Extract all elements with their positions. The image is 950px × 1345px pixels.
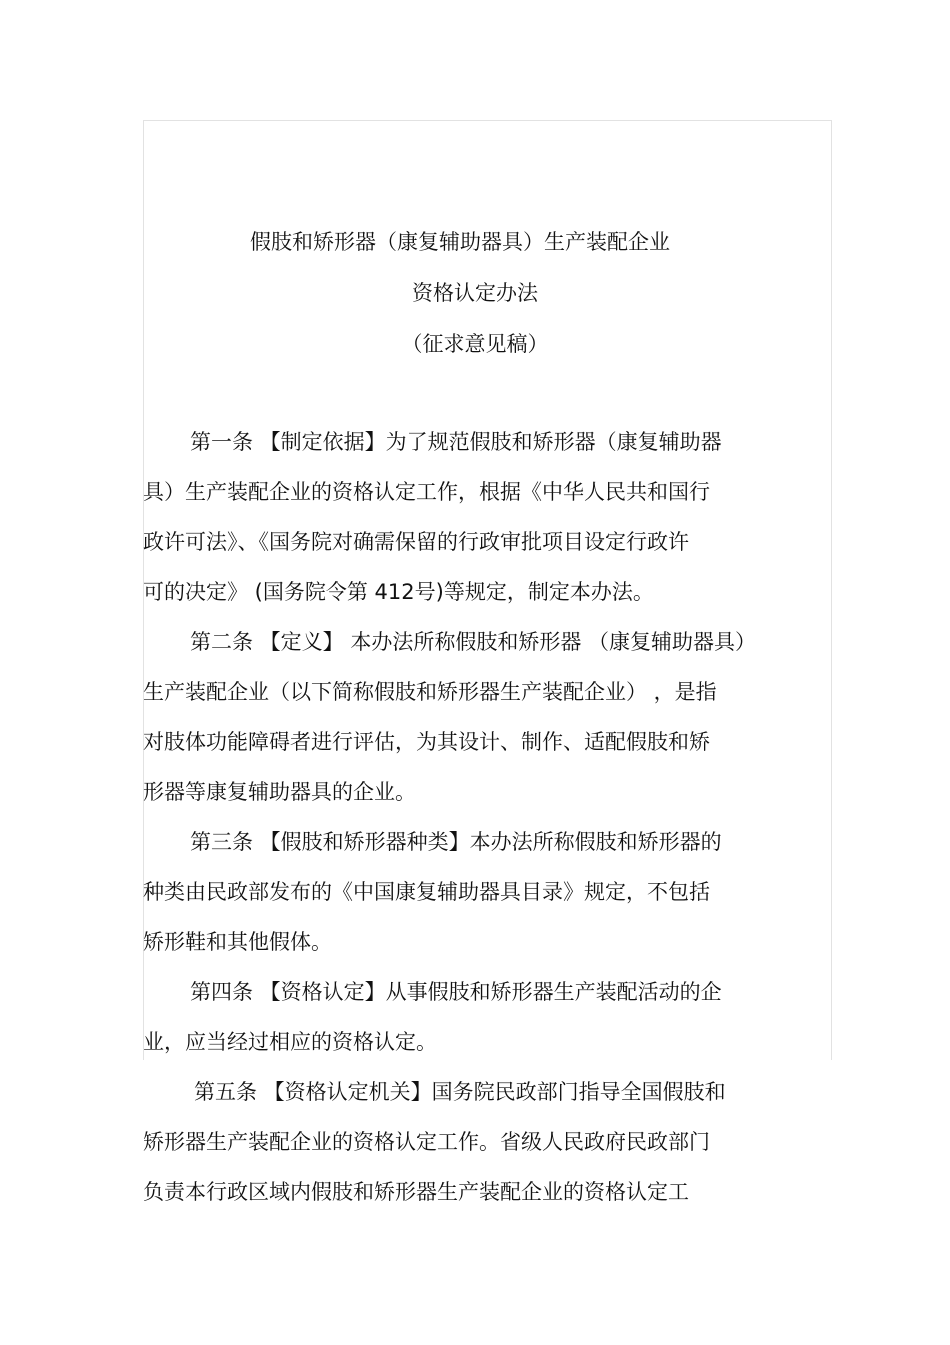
article-2-line-4: 形器等康复辅助器具的企业。 (143, 780, 416, 804)
title-line-3: （征求意见稿） (401, 332, 549, 356)
article-2-line-2: 生产装配企业（以下简称假肢和矫形器生产装配企业） ，是指 (143, 680, 717, 704)
article-5-line-1: 第五条 【资格认定机关】国务院民政部门指导全国假肢和 (194, 1080, 726, 1104)
article-5-line-3: 负责本行政区域内假肢和矫形器生产装配企业的资格认定工 (143, 1180, 689, 1204)
article-1-line-3: 政许可法》、《国务院对确需保留的行政审批项目设定行政许 (143, 530, 689, 554)
article-3-line-3: 矫形鞋和其他假体。 (143, 930, 332, 954)
article-1-line-1: 第一条 【制定依据】为了规范假肢和矫形器（康复辅助器 (190, 430, 722, 454)
article-3-line-2: 种类由民政部发布的《中国康复辅助器具目录》规定，不包括 (143, 880, 710, 904)
article-3-line-1: 第三条 【假肢和矫形器种类】本办法所称假肢和矫形器的 (190, 830, 722, 854)
title-line-2: 资格认定办法 (412, 281, 538, 305)
article-4-line-1: 第四条 【资格认定】从事假肢和矫形器生产装配活动的企 (190, 980, 722, 1004)
article-1-line-4: 可的决定》 (国务院令第 412号)等规定，制定本办法。 (143, 580, 654, 604)
article-4-line-2: 业，应当经过相应的资格认定。 (143, 1030, 437, 1054)
article-2-line-1: 第二条 【定义】 本办法所称假肢和矫形器 （康复辅助器具） (190, 630, 757, 654)
article-1-line-2: 具）生产装配企业的资格认定工作，根据《中华人民共和国行 (143, 480, 710, 504)
article-2-line-3: 对肢体功能障碍者进行评估，为其设计、制作、适配假肢和矫 (143, 730, 710, 754)
article-5-line-2: 矫形器生产装配企业的资格认定工作。省级人民政府民政部门 (143, 1130, 710, 1154)
title-line-1: 假肢和矫形器（康复辅助器具）生产装配企业 (250, 230, 670, 254)
